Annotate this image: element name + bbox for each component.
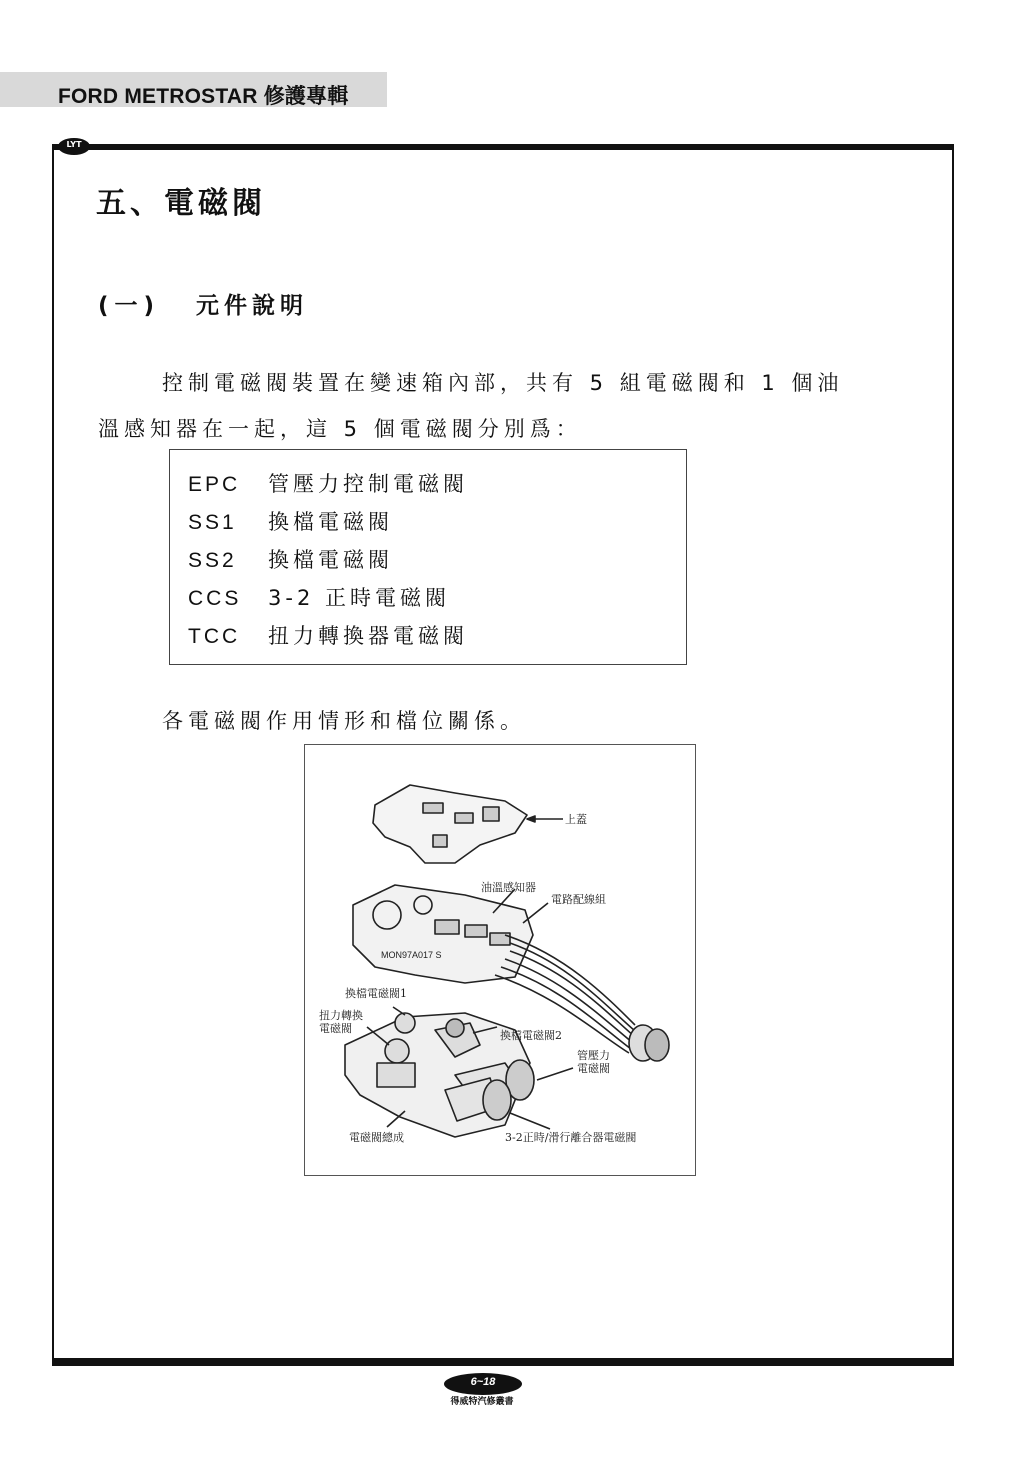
solenoid-list-box <box>169 449 687 665</box>
solenoid-illustration <box>305 745 697 1177</box>
label-cover: 上蓋 <box>565 813 587 826</box>
header-title: FORD METROSTAR 修護專輯 <box>58 85 349 108</box>
solenoid-code: SS1 <box>188 511 237 534</box>
intro-line-2: 溫感知器在一起，這 5 個電磁閥分別爲： <box>98 417 582 441</box>
section-title: 五、電磁閥 <box>96 186 266 221</box>
sub-title-number: (一) <box>98 293 161 319</box>
label-assembly: 電磁閥總成 <box>349 1131 404 1144</box>
solenoid-row <box>188 506 393 538</box>
solenoid-row <box>188 620 468 652</box>
solenoid-code: SS2 <box>188 549 237 572</box>
corner-logo-icon <box>58 138 90 155</box>
solenoid-row <box>188 544 393 576</box>
intro-line-1: 控制電磁閥裝置在變速箱內部，共有 5 組電磁閥和 1 個油 <box>162 371 844 395</box>
solenoid-row <box>188 582 450 614</box>
label-part-code: MON97A017 S <box>381 950 442 960</box>
corner-logo-text: LYT <box>66 140 82 149</box>
solenoid-row <box>188 468 468 500</box>
label-ss2: 換檔電磁閥2 <box>500 1029 562 1042</box>
solenoid-desc: 3-2 正時電磁閥 <box>268 586 450 610</box>
solenoid-desc: 換檔電磁閥 <box>268 510 393 534</box>
sub-title <box>98 287 308 320</box>
bottom-rule <box>52 1358 954 1364</box>
label-ccs: 3-2正時/滑行離合器電磁閥 <box>505 1131 637 1144</box>
label-tcc: 扭力轉換 電磁閥 <box>319 1009 363 1035</box>
label-harness: 電路配線組 <box>551 893 606 906</box>
solenoid-code: EPC <box>188 473 241 496</box>
publisher-mark: 得威特汽修叢書 <box>450 1397 514 1407</box>
label-ss1: 換檔電磁閥1 <box>345 987 407 1000</box>
solenoid-figure <box>304 744 696 1176</box>
solenoid-desc: 管壓力控制電磁閥 <box>268 472 468 496</box>
top-rule <box>52 144 954 150</box>
intro-paragraph <box>98 360 913 452</box>
sub-title-text: 元件說明 <box>196 293 309 319</box>
figure-intro: 各電磁閥作用情形和檔位關係。 <box>162 709 526 733</box>
solenoid-desc: 換檔電磁閥 <box>268 548 393 572</box>
solenoid-code: CCS <box>188 587 242 610</box>
solenoid-code: TCC <box>188 625 241 648</box>
solenoid-desc: 扭力轉換器電磁閥 <box>268 624 468 648</box>
label-temp-sensor: 油溫感知器 <box>481 881 536 894</box>
label-epc: 管壓力 電磁閥 <box>577 1049 610 1075</box>
page-number: 6~18 <box>470 1376 496 1388</box>
